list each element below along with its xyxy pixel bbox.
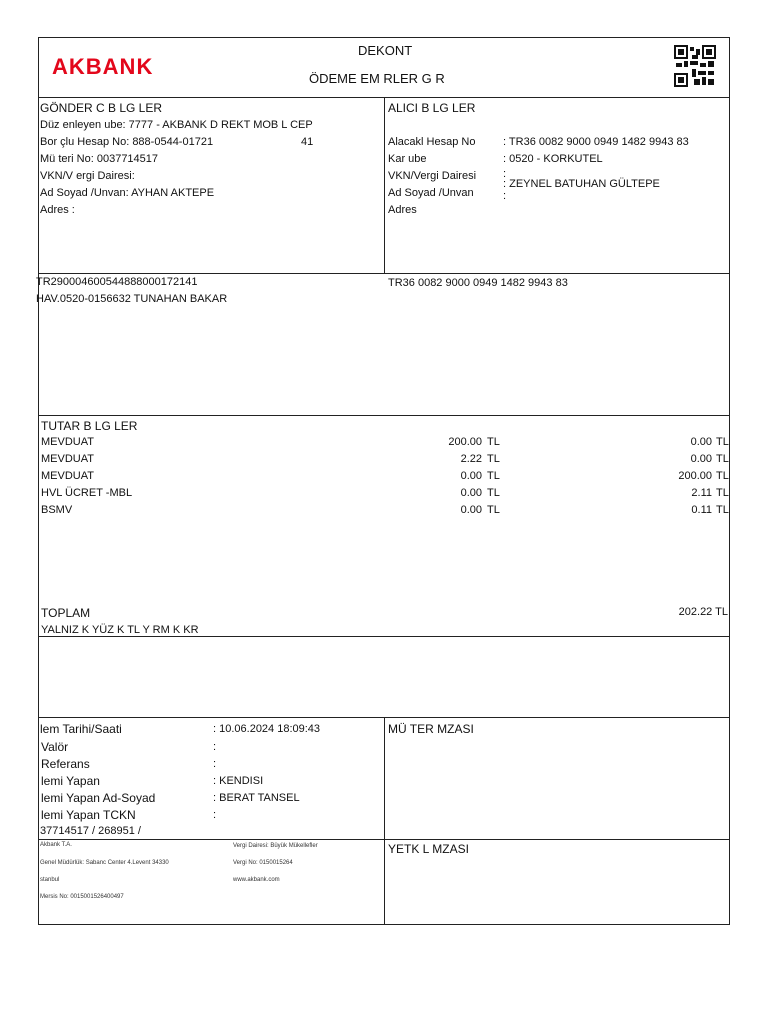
amount-row-label: HVL ÜCRET -MBL bbox=[41, 487, 133, 499]
reference-label: Referans bbox=[41, 757, 90, 771]
footer-company: Akbank T.A. bbox=[40, 842, 72, 848]
footer-tax-office: Vergi Dairesi: Büyük Mükellefler bbox=[233, 843, 318, 849]
sender-name: Ad Soyad /Unvan: AYHAN AKTEPE bbox=[40, 187, 215, 199]
amount-row-value: 2.22 bbox=[460, 453, 482, 465]
amount-row-value: 0.00 bbox=[460, 504, 482, 516]
amount-row-currency-2: TL bbox=[716, 470, 729, 482]
sender-tax-office: VKN/V ergi Dairesi: bbox=[40, 170, 135, 182]
amount-row-currency-2: TL bbox=[716, 504, 729, 516]
sender-debit-account-suffix: 41 bbox=[301, 136, 314, 148]
sender-address: Adres : bbox=[40, 204, 75, 216]
footer-divider-right bbox=[384, 839, 730, 840]
receiver-iban: TR36 0082 9000 0949 1482 9943 83 bbox=[388, 277, 568, 289]
sender-branch: Düz enleyen ube: 7777 - AKBANK D REKT MOB L CEP bbox=[40, 119, 313, 131]
amounts-bottom-divider bbox=[38, 636, 730, 637]
amount-row-currency: TL bbox=[487, 487, 500, 499]
receiver-name-value: : ZEYNEL BATUHAN GÜLTEPE bbox=[503, 178, 660, 190]
akbank-logo: AKBANK bbox=[52, 54, 154, 79]
amount-row-label: MEVDUAT bbox=[41, 453, 94, 465]
receiver-address-value: : bbox=[503, 190, 507, 202]
footer-web: www.akbank.com bbox=[233, 877, 280, 883]
transfer-description: HAV.0520-0156632 TUNAHAN BAKAR bbox=[36, 293, 228, 305]
amount-row-value-2: 0.00 bbox=[690, 436, 712, 448]
sender-section-title: GÖNDER C B LG LER bbox=[40, 101, 163, 115]
amount-row-value: 200.00 bbox=[448, 436, 482, 448]
transaction-date-value: : 10.06.2024 18:09:43 bbox=[213, 723, 321, 735]
sender-iban: TR290004600544888000172141 bbox=[36, 276, 198, 288]
performer-label: lemi Yapan bbox=[41, 774, 100, 788]
footer-city: stanbul bbox=[40, 877, 60, 883]
amount-row-currency-2: TL bbox=[716, 453, 729, 465]
footer-divider-left bbox=[38, 839, 384, 840]
amount-row-value-2: 0.11 bbox=[691, 504, 712, 516]
receiver-branch-value: : 0520 - KORKUTEL bbox=[503, 153, 603, 165]
transaction-code: 37714517 / 268951 / bbox=[40, 825, 141, 837]
receiver-tax-label: VKN/Vergi Dairesi bbox=[388, 170, 477, 182]
document-title: DEKONT bbox=[358, 43, 413, 58]
amount-row-value-2: 2.11 bbox=[691, 487, 712, 499]
amount-row-currency-2: TL bbox=[716, 487, 729, 499]
sender-customer-no: Mü teri No: 0037714517 bbox=[40, 153, 159, 165]
receiver-address-label: Adres bbox=[388, 204, 417, 216]
reference-value: : bbox=[213, 758, 217, 770]
amount-in-words: YALNIZ K YÜZ K TL Y RM K KR bbox=[41, 624, 199, 636]
amount-row-currency: TL bbox=[487, 453, 500, 465]
amount-row-value: 0.00 bbox=[460, 470, 482, 482]
receiver-tax-value: : bbox=[503, 168, 507, 180]
value-date-label: Valör bbox=[41, 740, 69, 754]
amount-row-currency: TL bbox=[487, 504, 500, 516]
amount-row-label: BSMV bbox=[41, 504, 73, 516]
performer-name-value: : BERAT TANSEL bbox=[213, 792, 300, 804]
value-date-value: : bbox=[213, 741, 217, 753]
amount-row-label: MEVDUAT bbox=[41, 470, 94, 482]
amount-row-currency: TL bbox=[487, 436, 500, 448]
amount-row-value-2: 200.00 bbox=[678, 470, 712, 482]
party-divider bbox=[384, 97, 385, 273]
receiver-branch-label: Kar ube bbox=[388, 153, 427, 165]
customer-signature-label: MÜ TER MZASI bbox=[388, 722, 474, 736]
amount-row-label: MEVDUAT bbox=[41, 436, 94, 448]
performer-value: : KENDISI bbox=[213, 775, 264, 787]
amounts-top-divider bbox=[38, 415, 730, 416]
amount-row-value-2: 0.00 bbox=[690, 453, 712, 465]
authorized-signature-label: YETK L MZASI bbox=[388, 842, 469, 856]
amount-row-value: 0.00 bbox=[460, 487, 482, 499]
performer-id-label: lemi Yapan TCKN bbox=[41, 808, 136, 822]
party-bottom-divider bbox=[38, 273, 730, 274]
amount-row-currency-2: TL bbox=[716, 436, 729, 448]
amounts-section-title: TUTAR B LG LER bbox=[41, 419, 138, 433]
performer-name-label: lemi Yapan Ad-Soyad bbox=[41, 791, 156, 805]
receiver-account-value: : TR36 0082 9000 0949 1482 9943 83 bbox=[503, 136, 689, 148]
total-label: TOPLAM bbox=[41, 606, 91, 620]
signature-divider bbox=[384, 717, 385, 924]
performer-id-value: : bbox=[213, 809, 217, 821]
receiver-account-label: Alacakl Hesap No bbox=[388, 136, 476, 148]
qr-code-icon bbox=[674, 45, 716, 87]
sender-debit-account: Bor çlu Hesap No: 888-0544-01721 bbox=[40, 136, 214, 148]
amount-row-currency: TL bbox=[487, 470, 500, 482]
footer-mersis: Mersis No: 0015001526400497 bbox=[40, 894, 124, 900]
document-subtitle: ÖDEME EM RLER G R bbox=[309, 71, 445, 86]
receiver-name-label: Ad Soyad /Unvan bbox=[388, 187, 474, 199]
transaction-date-label: lem Tarihi/Saati bbox=[40, 722, 122, 736]
footer-tax-no: Vergi No: 0150015264 bbox=[233, 860, 293, 866]
total-value: 202.22 TL bbox=[678, 606, 728, 618]
receiver-section-title: ALICI B LG LER bbox=[388, 101, 476, 115]
footer-hq: Genel Müdürlük: Sabanc Center 4.Levent 34330 bbox=[40, 860, 169, 866]
